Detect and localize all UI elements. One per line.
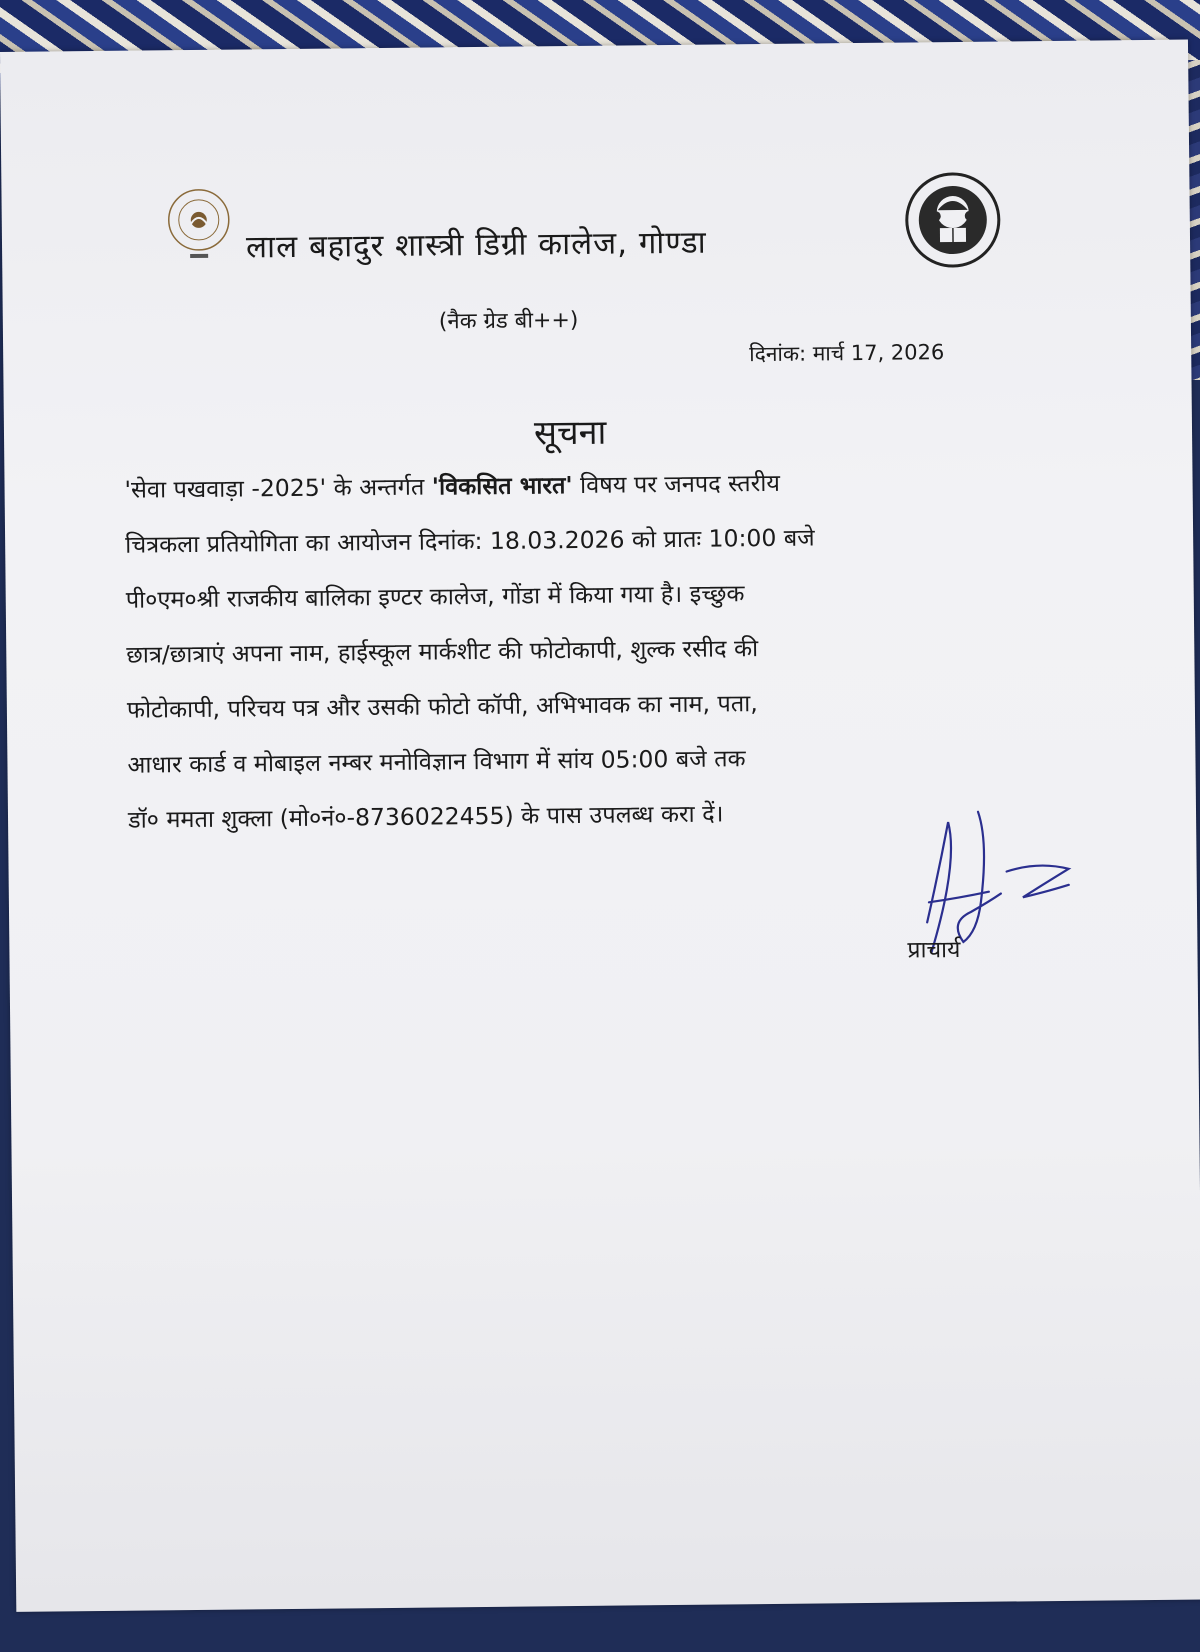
college-name: लाल बहादुर शास्त्री डिग्री कालेज, गोण्डा (246, 219, 906, 268)
notice-body (124, 453, 1088, 848)
notice-content (1, 99, 1200, 1651)
notice-topic: 'विकसित भारत' (432, 471, 573, 500)
principal-designation: प्राचार्य (907, 932, 1007, 965)
notice-line-1-end: विषय पर जनपद स्तरीय (572, 469, 780, 499)
college-seal-icon (163, 184, 234, 265)
notice-line-1 (124, 453, 1085, 518)
notice-date: दिनांक: मार्च 17, 2026 (749, 337, 1029, 368)
notice-line-7: डॉ० ममता शुक्ला (मो०नं०-8736022455) के पास उपलब्ध करा दें। (128, 783, 1089, 848)
naac-grade: (नैक ग्रेड बी++) (439, 303, 659, 335)
notice-line-4: छात्र/छात्राएं अपना नाम, हाईस्कूल मार्कशीट की फोटोकापी, शुल्क रसीद की (126, 618, 1087, 683)
notice-paper (0, 40, 1200, 1612)
notice-title: सूचना (534, 407, 674, 454)
notice-line-2: चित्रकला प्रतियोगिता का आयोजन दिनांक: 18.03.2026 को प्रातः 10:00 बजे (125, 508, 1086, 573)
notice-line-1-start: 'सेवा पखवाड़ा -2025' के अन्तर्गत (124, 473, 432, 504)
beti-bachao-logo-icon (901, 168, 1004, 273)
notice-line-5: फोटोकापी, परिचय पत्र और उसकी फोटो कॉपी, अभिभावक का नाम, पता, (127, 673, 1088, 738)
notice-line-6: आधार कार्ड व मोबाइल नम्बर मनोविज्ञान विभाग में सांय 05:00 बजे तक (127, 728, 1088, 793)
notice-line-3: पी०एम०श्री राजकीय बालिका इण्टर कालेज, गोंडा में किया गया है। इच्छुक (125, 563, 1086, 628)
